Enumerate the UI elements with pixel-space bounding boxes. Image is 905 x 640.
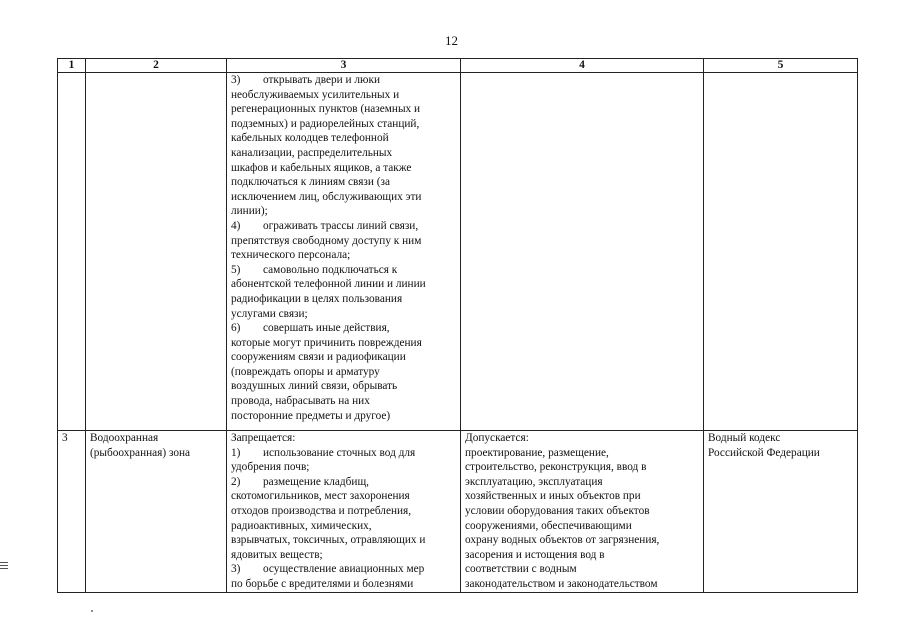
cell-restrictions	[227, 73, 461, 431]
list-item	[231, 475, 456, 490]
text-line	[231, 548, 456, 563]
item-number: 4)	[231, 219, 241, 232]
item-number: 3)	[231, 563, 241, 576]
item-text: совершать иные действия,	[263, 322, 390, 335]
list-item	[231, 219, 456, 234]
text-line	[231, 533, 456, 548]
cell-permissions	[461, 73, 704, 431]
text-line: законодательством и законодательством	[465, 577, 658, 590]
item-text: кабельных колодцев телефонной	[231, 132, 389, 145]
list-item	[231, 446, 456, 461]
item-text: сооружениям связи и радиофикации	[231, 351, 406, 364]
text-line: Водный кодекс	[708, 432, 781, 444]
cell-zone-name	[86, 431, 227, 593]
text-line: эксплуатацию, эксплуатация	[465, 475, 603, 488]
text-line	[231, 175, 456, 190]
item-text: радиофикации в целях пользования	[231, 292, 403, 305]
text-line	[231, 146, 456, 161]
header-col-3: 3	[227, 59, 461, 73]
text-line	[231, 460, 456, 475]
list-item	[231, 263, 456, 278]
item-text: абонентской телефонной линии и линии	[231, 278, 426, 291]
text-line	[231, 292, 456, 307]
text-line: охрану водных объектов от загрязнения,	[465, 534, 660, 547]
item-text: ограживать трассы линий связи,	[263, 219, 419, 232]
page-number: 12	[445, 33, 458, 48]
item-text: провода, набрасывать на них	[231, 395, 370, 408]
item-text: Запрещается:	[231, 432, 296, 444]
text-line	[231, 489, 456, 504]
item-text: удобрения почв;	[231, 461, 310, 474]
item-text: канализации, распределительных	[231, 146, 393, 159]
item-text: регенерационных пунктов (наземных и	[231, 103, 421, 116]
text-line	[231, 248, 456, 263]
text-line: Допускается:	[465, 432, 529, 444]
text-line: условии оборудования таких объектов	[465, 504, 650, 517]
item-text: воздушных линий связи, обрывать	[231, 380, 398, 393]
cell-legal-basis	[704, 73, 858, 431]
cell-zone-name	[86, 73, 227, 431]
item-text: подземных) и радиорелейных станций,	[231, 117, 420, 130]
table-row	[58, 431, 858, 593]
cell-legal-basis	[704, 431, 858, 593]
text-line	[231, 277, 456, 292]
item-text: ядовитых веществ;	[231, 548, 323, 561]
text-line	[231, 394, 456, 409]
list-item	[231, 321, 456, 336]
item-text: технического персонала;	[231, 249, 351, 262]
list-item	[231, 73, 456, 88]
item-text: радиоактивных, химических,	[231, 519, 372, 532]
item-text: линии);	[231, 205, 268, 218]
text-line	[231, 190, 456, 205]
text-line: соответствии с водным	[465, 563, 577, 576]
item-text: которые могут причинить повреждения	[231, 336, 422, 349]
item-text: осуществление авиационных мер	[263, 563, 425, 576]
item-text: по борьбе с вредителями и болезнями	[231, 577, 414, 590]
text-line: засорения и истощения вод в	[465, 548, 605, 561]
header-row	[58, 59, 858, 73]
item-text: исключением лиц, обслуживающих эти	[231, 190, 422, 203]
cell-permissions	[461, 431, 704, 593]
text-line	[231, 519, 456, 534]
text-line	[231, 204, 456, 219]
item-text: открывать двери и люки	[263, 74, 381, 86]
text-line	[231, 117, 456, 132]
text-line	[231, 365, 456, 380]
item-number: 5)	[231, 263, 241, 276]
text-line: сооружениями, обеспечивающими	[465, 519, 632, 532]
item-text: услугами связи;	[231, 307, 308, 320]
item-text: использование сточных вод для	[263, 446, 416, 459]
item-number: 3)	[231, 74, 241, 86]
margin-mark	[0, 562, 8, 571]
table-row	[58, 73, 858, 431]
header-col-1: 1	[58, 59, 86, 73]
text-line	[231, 307, 456, 322]
item-number: 2)	[231, 475, 241, 488]
item-text: подключаться к линиям связи (за	[231, 176, 390, 189]
text-line	[231, 102, 456, 117]
item-text: шкафов и кабельных ящиков, а также	[231, 161, 412, 174]
item-number: 6)	[231, 322, 241, 335]
item-text: скотомогильников, мест захоронения	[231, 490, 410, 503]
text-line: проектирование, размещение,	[465, 446, 609, 459]
text-line: Российской Федерации	[708, 446, 820, 459]
item-text: отходов производства и потребления,	[231, 504, 412, 517]
text-line	[231, 350, 456, 365]
item-text: посторонние предметы и другое)	[231, 409, 391, 422]
scan-dot	[91, 610, 93, 612]
text-line	[231, 504, 456, 519]
text-line	[231, 88, 456, 103]
item-number: 1)	[231, 446, 241, 459]
item-text: необслуживаемых усилительных и	[231, 88, 400, 101]
cell-number	[58, 73, 86, 431]
list-item	[231, 562, 456, 577]
regulation-table	[57, 58, 858, 593]
text-line	[231, 409, 456, 424]
item-text: взрывчатых, токсичных, отравляющих и	[231, 534, 426, 547]
text-line: строительство, реконструкция, ввод в	[465, 461, 647, 474]
text-line	[231, 336, 456, 351]
text-line	[231, 234, 456, 249]
cell-restrictions	[227, 431, 461, 593]
text-line	[231, 161, 456, 176]
text-line	[231, 131, 456, 146]
cell-number: 3	[58, 431, 86, 593]
item-text: (повреждать опоры и арматуру	[231, 365, 380, 378]
item-text: самовольно подключаться к	[263, 263, 398, 276]
text-line	[231, 379, 456, 394]
text-line: Водоохранная	[90, 432, 159, 444]
text-line: хозяйственных и иных объектов при	[465, 490, 641, 503]
text-line	[231, 577, 456, 592]
header-col-2: 2	[86, 59, 227, 73]
text-line: (рыбоохранная) зона	[90, 446, 191, 459]
item-text: препятствуя свободному доступу к ним	[231, 234, 422, 247]
header-col-5: 5	[704, 59, 858, 73]
header-col-4: 4	[461, 59, 704, 73]
text-line	[231, 431, 456, 446]
item-text: размещение кладбищ,	[263, 475, 369, 488]
